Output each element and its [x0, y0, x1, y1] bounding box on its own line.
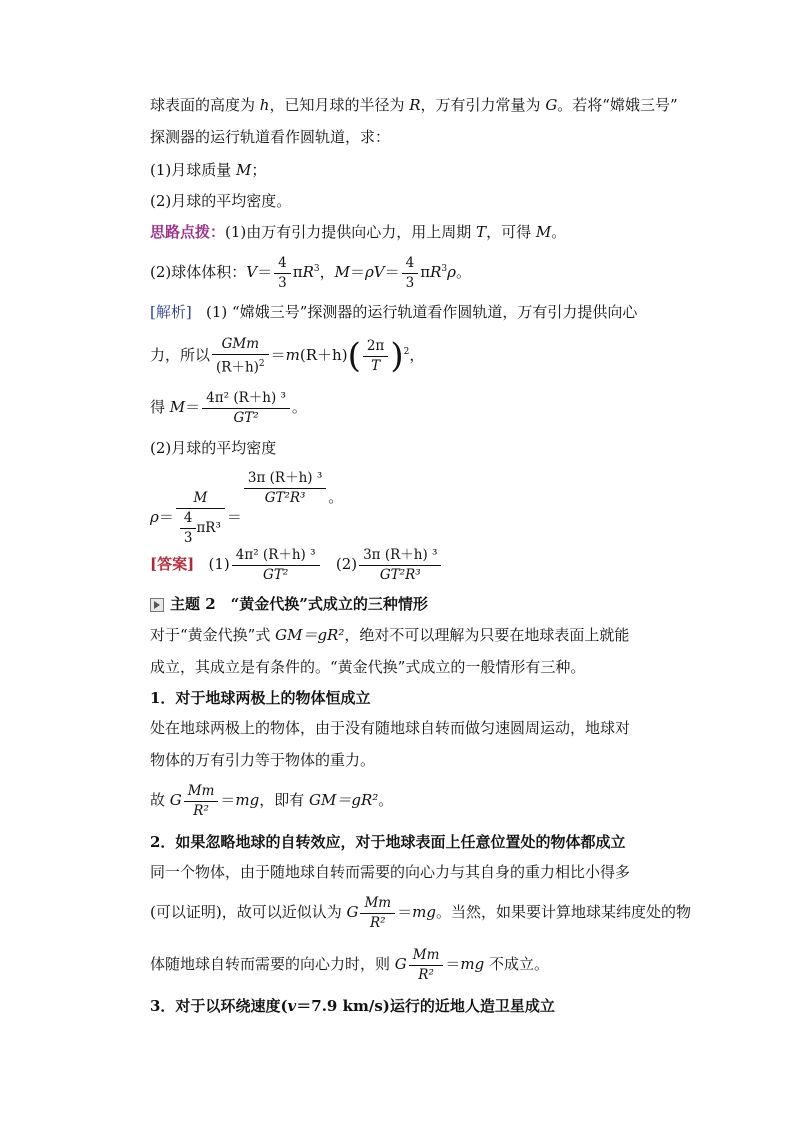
fraction [176, 490, 225, 547]
fraction [232, 547, 320, 584]
text: 。 [291, 398, 307, 416]
fraction-num: 4 [278, 254, 287, 271]
fraction-den: 3 [274, 273, 291, 292]
fraction-den: T [363, 356, 388, 375]
fraction [212, 336, 269, 377]
text: ＝ [185, 398, 201, 416]
case-2-heading: 2．如果忽略地球的自转效应，对于地球表面上任意位置处的物体都成立 [150, 833, 626, 851]
paren-left: ( [347, 336, 361, 376]
fraction-den: R² [409, 965, 444, 984]
fraction [180, 510, 197, 547]
text: ，已知月球的半径为 [269, 96, 410, 114]
var-T: T [476, 223, 487, 241]
question-1 [150, 160, 266, 180]
text: 体随地球自转而需要的向心力时，则 [150, 955, 395, 973]
text: 力，所以 [150, 346, 211, 364]
text: 。 [455, 263, 471, 281]
var-R: R [409, 96, 421, 114]
fraction-den: 3 [402, 273, 419, 292]
fraction-num: 4π² (R＋h) ³ [235, 546, 316, 563]
equation: GM＝gR² [275, 626, 345, 644]
var-mg: mg [460, 955, 485, 973]
fraction [184, 783, 219, 820]
fraction [202, 390, 290, 427]
fraction [274, 255, 291, 292]
fraction-num: 4 [183, 509, 193, 526]
play-arrow-icon [150, 598, 164, 612]
text: (2) [335, 555, 358, 573]
var-rho: ρ [150, 508, 159, 526]
case-2-line-1: 同一个物体，由于随地球自转而需要的向心力与其自身的重力相比小得多 [150, 863, 631, 881]
case-1-line-2: 物体的万有引力等于物体的重力。 [150, 751, 376, 769]
fraction [360, 895, 395, 932]
fraction-num: Mm [187, 782, 215, 799]
exponent: 2 [403, 347, 410, 357]
text: π [292, 263, 303, 281]
text: ＝ [445, 955, 461, 973]
analysis-line-5 [150, 462, 343, 552]
var-G: G [346, 903, 359, 921]
text: (R＋h) [216, 359, 259, 376]
hint-line-1 [150, 222, 566, 242]
topic-heading [150, 594, 428, 614]
text: (1) “嫦娥三号”探测器的运行轨道看作圆轨道，万有引力提供向心 [206, 303, 638, 321]
var-rho: ρ [447, 263, 456, 281]
text: 球表面的高度为 [150, 96, 260, 114]
text: (R＋h) [299, 346, 348, 364]
analysis-label: [解析] [150, 303, 192, 321]
var-h: h [259, 96, 270, 114]
case-3-heading [150, 996, 555, 1016]
var-M: M [535, 223, 552, 241]
problem-line-2: 探测器的运行轨道看作圆轨道，求： [150, 128, 391, 146]
var-M: M [236, 161, 252, 179]
text: π [420, 263, 431, 281]
fraction-num: 4 [405, 254, 415, 271]
fraction-den: R² [360, 913, 395, 932]
text: 。 [378, 791, 394, 809]
fraction-num: 4π² (R＋h) ³ [206, 389, 286, 406]
text: ＝ [226, 508, 242, 526]
equation: GM＝gR² [309, 791, 379, 809]
var-R: R [302, 263, 314, 281]
fraction-den: GT² [232, 565, 320, 584]
fraction [244, 470, 326, 507]
var-R: R [430, 263, 442, 281]
fraction-den [212, 354, 269, 377]
var-V: V [246, 263, 258, 281]
text: (1)由万有引力提供向心力，用上周期 [225, 223, 477, 241]
fraction [359, 547, 441, 584]
case-1-heading: 1．对于地球两极上的物体恒成立 [150, 689, 371, 707]
text: ，即有 [259, 791, 310, 809]
text: 3．对于以环绕速度( [150, 997, 288, 1015]
text: ＝ [257, 263, 273, 281]
text: 不成立。 [484, 955, 550, 973]
text: 。 [328, 488, 344, 506]
text: 。当然，如果要计算地球某纬度处的物 [435, 903, 691, 921]
problem-line-1 [150, 95, 678, 115]
var-v: v [287, 997, 297, 1015]
exponent: 3 [313, 264, 320, 274]
text: 。 [551, 223, 567, 241]
case-1-line-1: 处在地球两极上的物体，由于没有随地球自转而做匀速圆周运动，地球对 [150, 719, 631, 737]
var-G: G [545, 96, 558, 114]
var-M: M [334, 263, 350, 281]
analysis-line-3 [150, 386, 307, 428]
text: (1) [208, 555, 230, 573]
question-2: (2)月球的平均密度。 [150, 192, 292, 210]
intro-line-2: 成立，其成立是有条件的。“黄金代换”式成立的一般情形有三种。 [150, 658, 586, 676]
fraction-den: R² [184, 801, 219, 820]
exponent: 3 [441, 264, 448, 274]
answer-line [150, 544, 443, 584]
var-m: m [285, 346, 300, 364]
fraction-den: 3 [180, 528, 197, 547]
fraction-num: Mm [412, 946, 440, 963]
hint-line-2 [150, 251, 471, 292]
fraction-num: M [193, 489, 208, 506]
analysis-line-4: (2)月球的平均密度 [150, 439, 277, 457]
text: ； [251, 161, 267, 179]
text: ＝ [384, 263, 400, 281]
text: ＝ [220, 791, 236, 809]
text: πR³ [196, 519, 221, 536]
text: ，万有引力常量为 [420, 96, 546, 114]
text: 得 [150, 398, 170, 416]
hint-label: 思路点拨： [150, 223, 226, 241]
topic-title: 主题 2 “黄金代换”式成立的三种情形 [170, 595, 428, 613]
fraction [402, 255, 419, 292]
text: ＝ [349, 263, 365, 281]
text: ， [409, 346, 425, 364]
text: ＝ [158, 508, 174, 526]
var-G: G [169, 791, 182, 809]
fraction-den [176, 508, 225, 547]
var-rhoV: ρV [364, 263, 385, 281]
fraction-num: 3π (R＋h) ³ [247, 470, 323, 486]
case-2-line-2 [150, 890, 691, 934]
case-1-line-3 [150, 778, 393, 822]
var-mg: mg [235, 791, 260, 809]
fraction-num: 3π (R＋h) ³ [363, 546, 438, 563]
fraction-num: 2π [366, 337, 385, 354]
text: ＝7.9 km/s)运行的近地人造卫星成立 [296, 997, 555, 1015]
text: (2)球体体积： [150, 263, 247, 281]
text: (1)月球质量 [150, 161, 237, 179]
text: ＝ [397, 903, 413, 921]
fraction-den: GT² [202, 408, 290, 427]
fraction [363, 338, 388, 375]
var-mg: mg [412, 903, 436, 921]
text: ， [319, 263, 335, 281]
text: 故 [150, 791, 170, 809]
text: ，可得 [486, 223, 536, 241]
fraction [409, 947, 444, 984]
paren-right: ) [390, 336, 404, 376]
text: 。若将“嫦娥三号” [557, 96, 678, 114]
fraction-den: GT²R³ [359, 565, 441, 584]
text: ＝ [270, 346, 286, 364]
answer-label: [答案] [150, 555, 195, 573]
case-2-line-3 [150, 942, 549, 986]
fraction-num: Mm [364, 894, 392, 911]
fraction-num: GMm [221, 335, 260, 352]
var-M: M [169, 398, 186, 416]
fraction-den: GT²R³ [244, 488, 326, 507]
text: (可以证明)，故可以近似认为 [150, 903, 347, 921]
analysis-line-1 [150, 302, 637, 322]
text: 对于“黄金代换”式 [150, 626, 276, 644]
exponent: 2 [258, 358, 265, 369]
text: ，绝对不可以理解为只要在地球表面上就能 [344, 626, 630, 644]
intro-line-1 [150, 625, 629, 645]
var-G: G [394, 955, 407, 973]
analysis-line-2 [150, 330, 424, 378]
